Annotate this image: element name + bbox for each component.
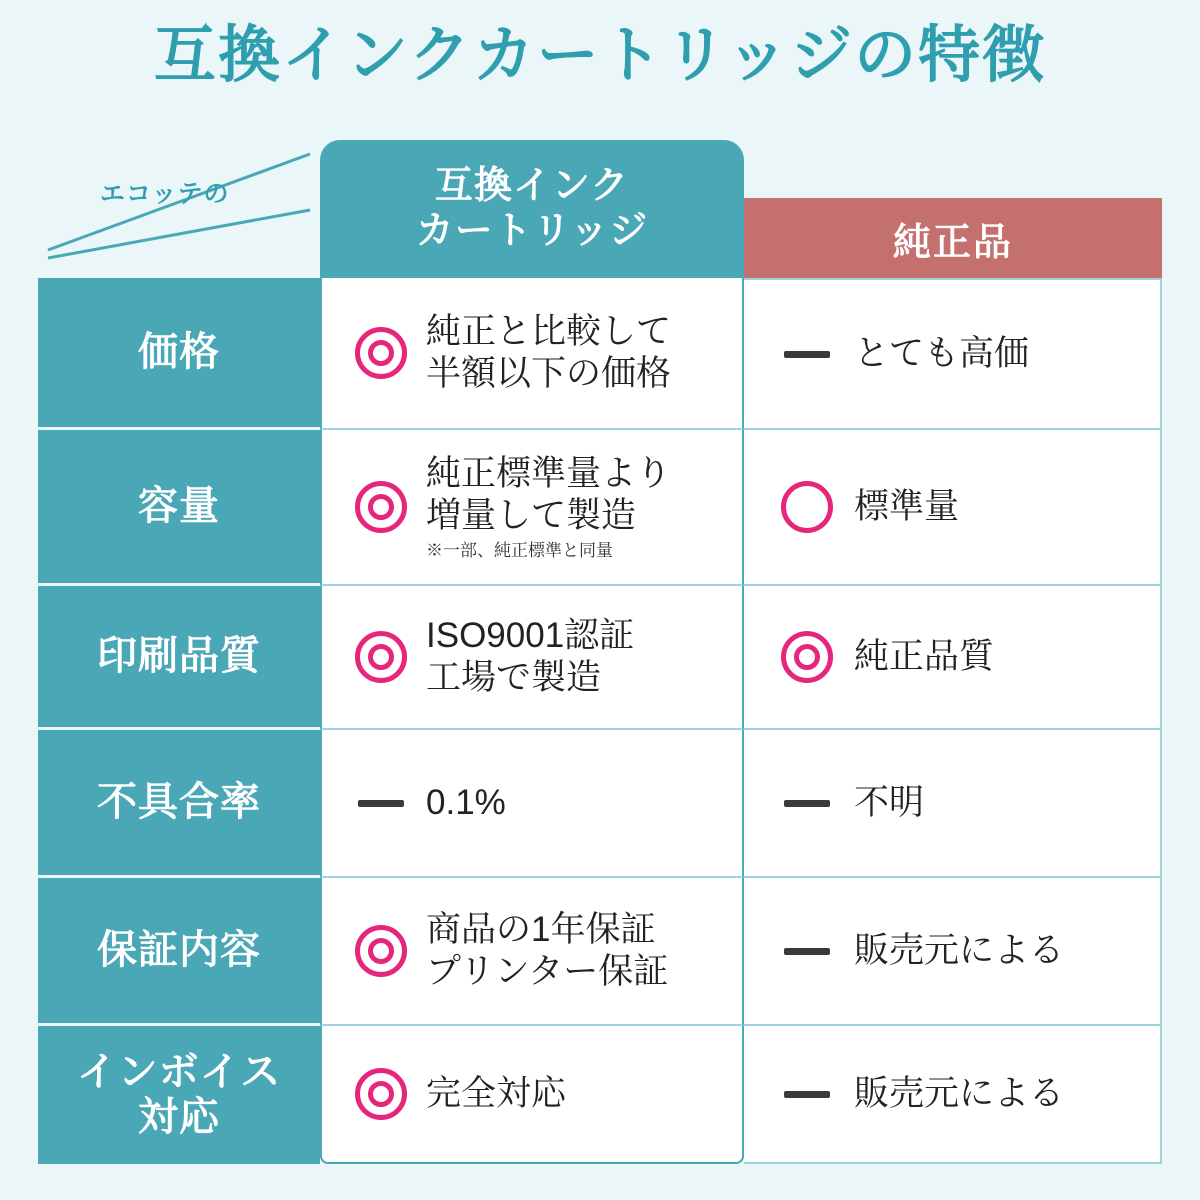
header-compatible-line1: 互換インク: [434, 165, 630, 208]
cell-genuine-capacity-text: 標準量: [854, 487, 960, 526]
page-title: 互換インクカートリッジの特徴: [153, 21, 1047, 90]
cell-compatible-capacity-text: 純正標準量より 増量して製造 ※一部、純正標準と同量: [426, 453, 672, 560]
cell-compatible-capacity: [320, 430, 744, 586]
dash-icon: [774, 1091, 840, 1098]
cell-genuine-defect-rate-text: 不明: [854, 783, 925, 822]
table-corner-cell: [38, 140, 320, 278]
cell-compatible-print-quality-text: ISO9001認証 工場で製造: [426, 616, 635, 697]
cell-genuine-capacity: [744, 430, 1162, 586]
cell-compatible-invoice: [320, 1026, 744, 1164]
table-row: [38, 278, 1162, 430]
dash-icon: [774, 800, 840, 807]
double-circle-icon: [350, 925, 412, 977]
cell-genuine-warranty: [744, 878, 1162, 1026]
dash-icon: [350, 800, 412, 807]
table-body: [38, 278, 1162, 1164]
table-row: [38, 1026, 1162, 1164]
dash-icon: [774, 351, 840, 358]
cell-compatible-print-quality: [320, 586, 744, 730]
cell-genuine-price: [744, 278, 1162, 430]
table-row: [38, 878, 1162, 1026]
cell-compatible-defect-rate-text: 0.1%: [426, 783, 506, 822]
cell-genuine-defect-rate: [744, 730, 1162, 878]
comparison-table: [38, 140, 1162, 1160]
row-label-price: 価格: [38, 278, 320, 430]
table-row: [38, 586, 1162, 730]
header-compatible-line2: カートリッジ: [415, 210, 649, 252]
cell-compatible-price-text: 純正と比較して 半額以下の価格: [426, 312, 672, 393]
header-compatible: [320, 140, 744, 278]
double-circle-icon: [350, 481, 412, 533]
double-circle-icon: [350, 327, 412, 379]
row-label-invoice-line2: 対応: [137, 1095, 220, 1139]
cell-genuine-print-quality: [744, 586, 1162, 730]
table-row: [38, 730, 1162, 878]
cell-compatible-price: [320, 278, 744, 430]
single-circle-icon: [774, 481, 840, 533]
cell-genuine-invoice: [744, 1026, 1162, 1164]
row-label-defect-rate: 不具合率: [38, 730, 320, 878]
cell-genuine-price-text: とても高価: [854, 334, 1030, 373]
cell-genuine-warranty-text: 販売元による: [854, 931, 1065, 970]
row-label-capacity: 容量: [38, 430, 320, 586]
cell-compatible-defect-rate: [320, 730, 744, 878]
table-row: [38, 430, 1162, 586]
double-circle-icon: [774, 631, 840, 683]
corner-label: エコッテの: [100, 180, 230, 208]
row-label-invoice-line1: インボイス: [76, 1050, 282, 1095]
cell-genuine-invoice-text: 販売元による: [854, 1074, 1065, 1113]
row-label-invoice: [38, 1026, 320, 1164]
cell-compatible-invoice-text: 完全対応: [426, 1074, 567, 1113]
header-genuine: 純正品: [744, 198, 1162, 278]
cell-compatible-capacity-note: ※一部、純正標準と同量: [426, 540, 613, 560]
double-circle-icon: [350, 631, 412, 683]
double-circle-icon: [350, 1068, 412, 1120]
row-label-warranty: 保証内容: [38, 878, 320, 1026]
cell-compatible-warranty: [320, 878, 744, 1026]
cell-genuine-print-quality-text: 純正品質: [854, 637, 995, 676]
row-label-print-quality: 印刷品質: [38, 586, 320, 730]
cell-compatible-warranty-text: 商品の1年保証 プリンター保証: [426, 910, 669, 991]
dash-icon: [774, 948, 840, 955]
